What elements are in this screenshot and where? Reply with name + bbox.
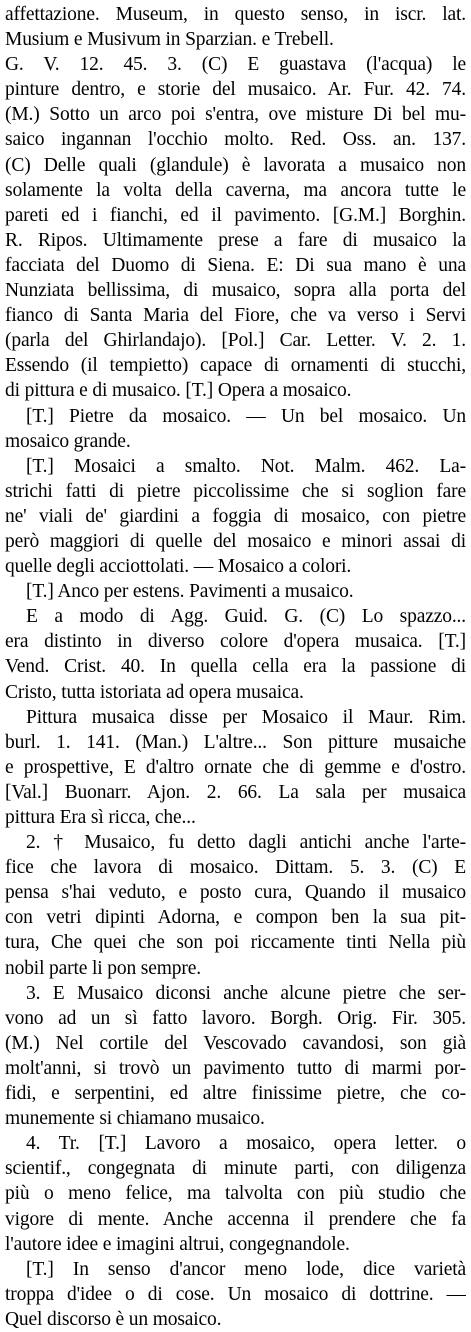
text-line: molt'anni, si trovò un pavimento tutto di marmi por- [5,1057,466,1079]
text-line: di pittura e di musaico. [T.] Opera a mosaico. [5,380,352,402]
text-line: Nunziata bellissima, di musaico, sopra alla porta del [5,280,466,302]
text-line: Pittura musaica disse per Mosaico il Maur. Rim. [26,706,466,728]
text-line: e prospettive, E d'altro ornate che di gemme e d'ostro. [5,756,466,778]
text-line: però maggiori di quelle del mosaico e minori assai di [5,530,466,552]
text-line: con vetri dipinti Adorna, e compon ben la sua pit- [5,907,466,929]
text-line: [Val.] Buonarr. Ajon. 2. 66. La sala per musaica [5,781,466,803]
text-line: (M.) Nel cortile del Vescovado cavandosi, son già [5,1032,466,1054]
text-line: tura, Che quei che son poi riccamente tinti Nella più [5,932,466,954]
text-line: nobil parte li pon sempre. [5,957,201,979]
text-line: 4. Tr. [T.] Lavoro a mosaico, opera letter. o [26,1133,466,1155]
text-line: scientif., congegnata di minute parti, con diligenza [5,1158,466,1180]
text-line: munemente si chiamano musaico. [5,1108,265,1130]
text-line: vono ad un sì fatto lavoro. Borgh. Orig. Fir. 305. [5,1007,466,1029]
text-line: Cristo, tutta istoriata ad opera musaica. [5,681,304,703]
text-line: solamente la volta della caverna, ma ancora tutte le [5,179,466,201]
text-line: affettazione. Museum, in questo senso, in iscr. lat. [5,4,466,25]
text-line: troppa d'idee o di cose. Un mosaico di dottrine. — [5,1283,466,1305]
text-line: burl. 1. 141. (Man.) L'altre... Son pitture musaiche [5,731,466,753]
text-line: Essendo (il tempietto) capace di ornamenti di stucchi, [5,355,466,377]
text-line: 3. E Musaico diconsi anche alcune pietre che ser- [26,982,466,1004]
text-line: era distinto in diverso colore d'opera musaica. [T.] [5,631,466,653]
text-line: fianco di Santa Maria del Fiore, che va verso i Servi [5,305,466,327]
text-line: più o meno felice, ma talvolta con più studio che [5,1183,466,1205]
text-line: mosaico grande. [5,430,131,452]
text-line: E a modo di Agg. Guid. G. (C) Lo spazzo... [26,606,466,628]
text-line: quelle degli acciottolati. — Mosaico a colori. [5,556,352,578]
text-line: pareti ed i fianchi, ed il pavimento. [G.M.] Borghin. [5,204,466,226]
text-line: G. V. 12. 45. 3. (C) E guastava (l'acqua) le [5,54,466,76]
text-line: facciata del Duomo di Siena. E: Di sua mano è una [5,254,466,276]
text-line: [T.] Pietre da mosaico. — Un bel mosaico. Un [26,405,466,427]
text-line: pensa s'hai veduto, e posto cura, Quando il musaico [5,882,466,904]
text-line: 2. † Musaico, fu detto dagli antichi anche l'arte- [26,832,466,854]
text-line: [T.] In senso d'ancor meno lode, dice varietà [26,1258,466,1280]
text-line: l'autore idee e imagini altrui, congegnandole. [5,1233,350,1255]
text-line: R. Ripos. Ultimamente prese a fare di musaico la [5,229,466,251]
text-line: pinture dentro, e storie del musaico. Ar. Fur. 42. 74. [5,79,466,101]
text-line: (C) Delle quali (glandule) è lavorata a musaico non [5,154,466,176]
text-line: saico ingannan l'occhio molto. Red. Oss. an. 137. [5,129,466,151]
text-line: ne' viali de' giardini a foggia di mosaico, con pietre [5,505,466,527]
text-line: Vend. Crist. 40. In quella cella era la passione di [5,656,466,678]
text-line: vigore di mente. Anche accenna il prendere che fa [5,1208,466,1230]
text-line: Musium e Musivum in Sparzian. e Trebell. [5,29,334,51]
text-line: Quel discorso è un mosaico. [5,1308,222,1330]
text-line: (M.) Sotto un arco poi s'entra, ove misture Di bel mu- [5,104,466,126]
text-line: fice che lavora di mosaico. Dittam. 5. 3. (C) E [5,857,466,879]
text-line: [T.] Mosaici a smalto. Not. Malm. 462. La- [26,455,466,477]
text-line: strichi fatti di pietre piccolissime che si soglion fare [5,480,466,502]
text-line: [T.] Anco per estens. Pavimenti a musaico. [26,581,354,603]
text-line: pittura Era sì ricca, che... [5,807,196,828]
text-line: fidi, e serpentini, ed altre finissime pietre, che co- [5,1083,466,1105]
dictionary-text [5,2,466,1332]
text-line: (parla del Ghirlandajo). [Pol.] Car. Letter. V. 2. 1. [5,330,466,352]
